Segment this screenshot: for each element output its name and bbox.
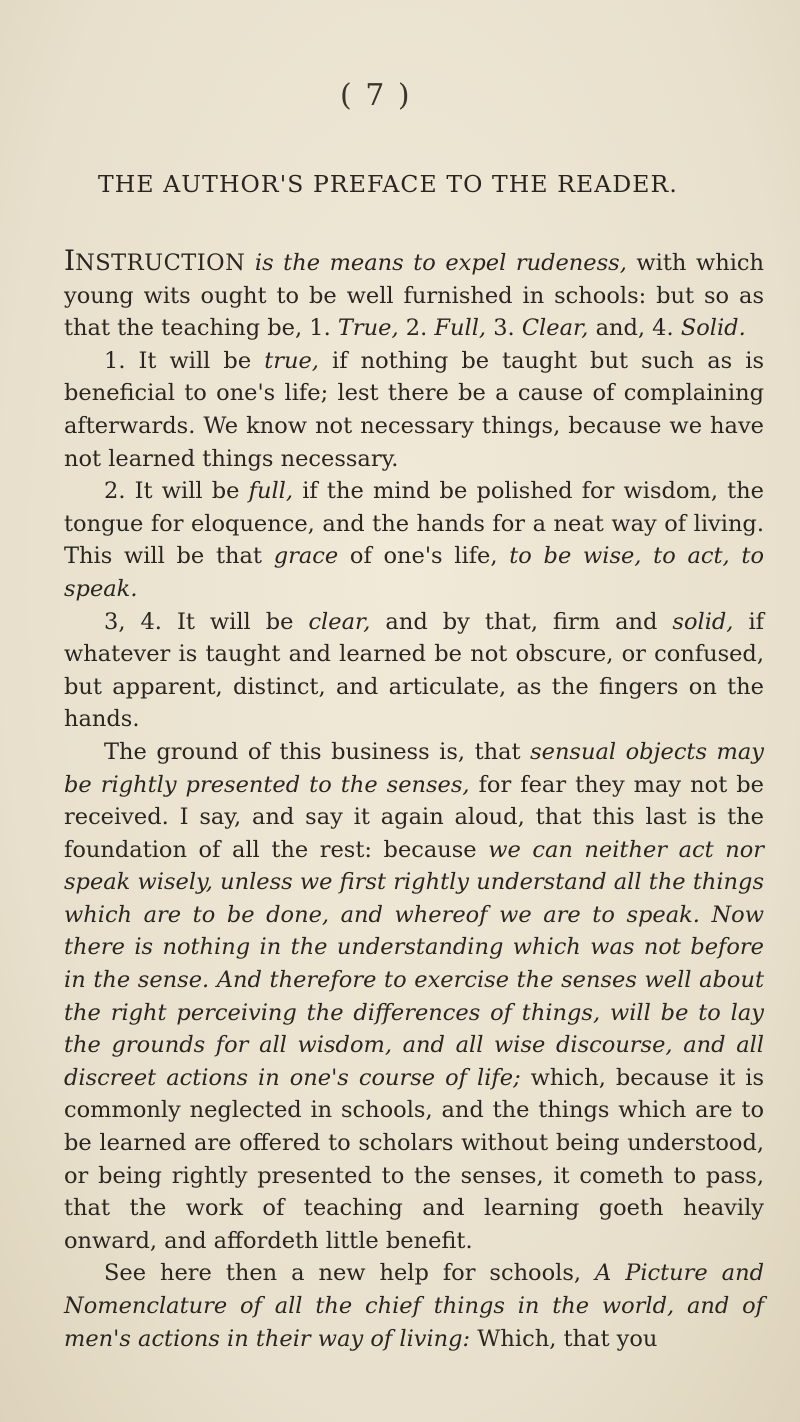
text-span: of one's life, [338,543,510,570]
text-span: if nothing be taught but such as is beneficial to one's life; lest there be a cause of complaining afterwards. We know not necessary things, because we have not learned things necessary. [64,347,764,472]
text-span: See here then a new help for schools, [104,1260,595,1287]
text-span: solid, [672,608,734,635]
paragraph-full [64,475,764,605]
paragraph-ground [64,736,764,1258]
text-span: grace [273,543,339,570]
text-span: is the means to expel rudeness, [245,250,627,276]
text-span: with which young wits ought to be well furnished in schools: but so as that the teaching be, 1. [64,250,764,342]
text-span: and by that, firm and [370,608,673,635]
text-span: 3. [486,315,522,342]
preface-text [64,245,764,1355]
text-span: 1. It will be [104,347,265,374]
text-span: A Picture and Nomenclature of all the chief things in the world, and of men's actions in their way of living: [64,1260,764,1352]
text-span: and, 4. [588,315,681,342]
text-span: true, [264,347,319,374]
text-span: to be wise, to act, to speak. [64,543,765,602]
text-span: clear, [308,608,371,635]
text-span: 2. [398,315,435,342]
paragraph-new-help [64,1257,764,1355]
page-title: THE AUTHOR'S PREFACE TO THE READER. [98,170,678,198]
text-span: Clear, [521,315,589,342]
page-folio: ( 7 ) [340,78,412,113]
text-span: if the mind be polished for wisdom, the tongue for eloquence, and the hands for a neat way of living. This will be that [64,478,764,570]
text-span: The ground of this business is, that [104,738,531,765]
text-span: full, [248,478,294,505]
drop-cap: I [64,244,76,277]
paragraph-clear-solid [64,606,764,736]
text-span: Full, [434,315,487,342]
text-span: we can neither act nor speak wisely, unless we first rightly understand all the things which are to be done, and whereof we are to speak. Now there is nothing in the understanding which was not before in the sense. And therefore to exercise the senses well about the right perceiving the differences of things, will be to lay the grounds for all wisdom, and all wise discourse, and all discreet actions in one's course of life; [64,836,764,1091]
text-span: sensual objects may be rightly presented to the senses, [64,738,764,798]
text-span: True, [337,315,399,342]
lead-word: NSTRUCTION [75,250,246,276]
text-span: 2. It will be [104,478,249,505]
paragraph-true [64,345,764,475]
paragraph-instruction [64,245,764,345]
text-span: for fear they may not be received. I say, and say it again aloud, that this last is the foundation of all the rest: because [64,771,764,863]
text-span: Solid. [680,315,746,342]
text-span: if whatever is taught and learned be not obscure, or confused, but apparent, distinct, and articulate, as the fingers on the hands. [64,608,764,733]
text-span: 3, 4. It will be [104,608,309,635]
text-span: Which, that you [470,1325,658,1352]
text-span: which, because it is commonly neglected in schools, and the things which are to be learned are offered to scholars without being understood, or being rightly presented to the senses, it cometh to pass, that the work of teaching and learning goeth heavily onward, and affordeth little benefit. [64,1064,764,1254]
